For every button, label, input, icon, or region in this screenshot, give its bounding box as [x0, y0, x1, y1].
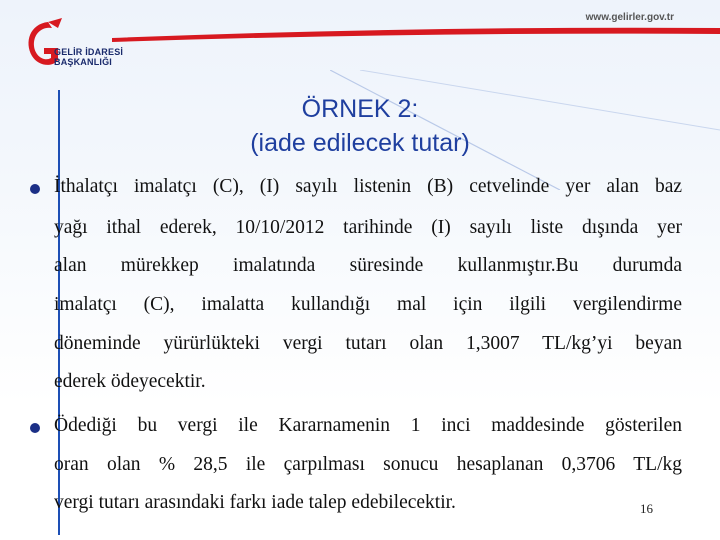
para2-line3: vergi tutarı arasındaki farkı iade talep edebilecektir. [54, 492, 456, 513]
bullet-2 [30, 423, 40, 433]
para1-line4: imalatçı (C), imalatta kullandığı mal için ilgili vergilendirme [54, 294, 682, 315]
bullet-1 [30, 184, 40, 194]
logo-text [54, 47, 123, 67]
para1-line3: alan mürekkep imalatında süresinde kullanmıştır.Bu durumda [54, 255, 682, 276]
para1-line1: İthalatçı imalatçı (C), (I) sayılı listenin (B) cetvelinde yer alan baz [54, 176, 682, 197]
header-swoosh [112, 24, 720, 42]
para1-line6: ederek ödeyecektir. [54, 371, 206, 392]
logo-text-line2: BAŞKANLIĞI [54, 57, 112, 67]
para1-line2: yağı ithal ederek, 10/10/2012 tarihinde (I) sayılı liste dışında yer [54, 217, 682, 238]
website-url: www.gelirler.gov.tr [585, 12, 674, 23]
page-number: 16 [640, 501, 653, 516]
para2-line1: Ödediği bu vergi ile Kararnamenin 1 inci maddesinde gösterilen [54, 415, 682, 436]
title-line2: (iade edilecek tutar) [250, 129, 470, 157]
slide-title [130, 92, 590, 160]
logo-text-line1: GELİR İDARESİ [54, 47, 124, 57]
para1-line5: döneminde yürürlükteki vergi tutarı olan 1,3007 TL/kg’yi beyan [54, 333, 682, 354]
title-line1: ÖRNEK 2: [301, 95, 419, 123]
para2-line2: oran olan % 28,5 ile çarpılması sonucu hesaplanan 0,3706 TL/kg [54, 454, 682, 475]
